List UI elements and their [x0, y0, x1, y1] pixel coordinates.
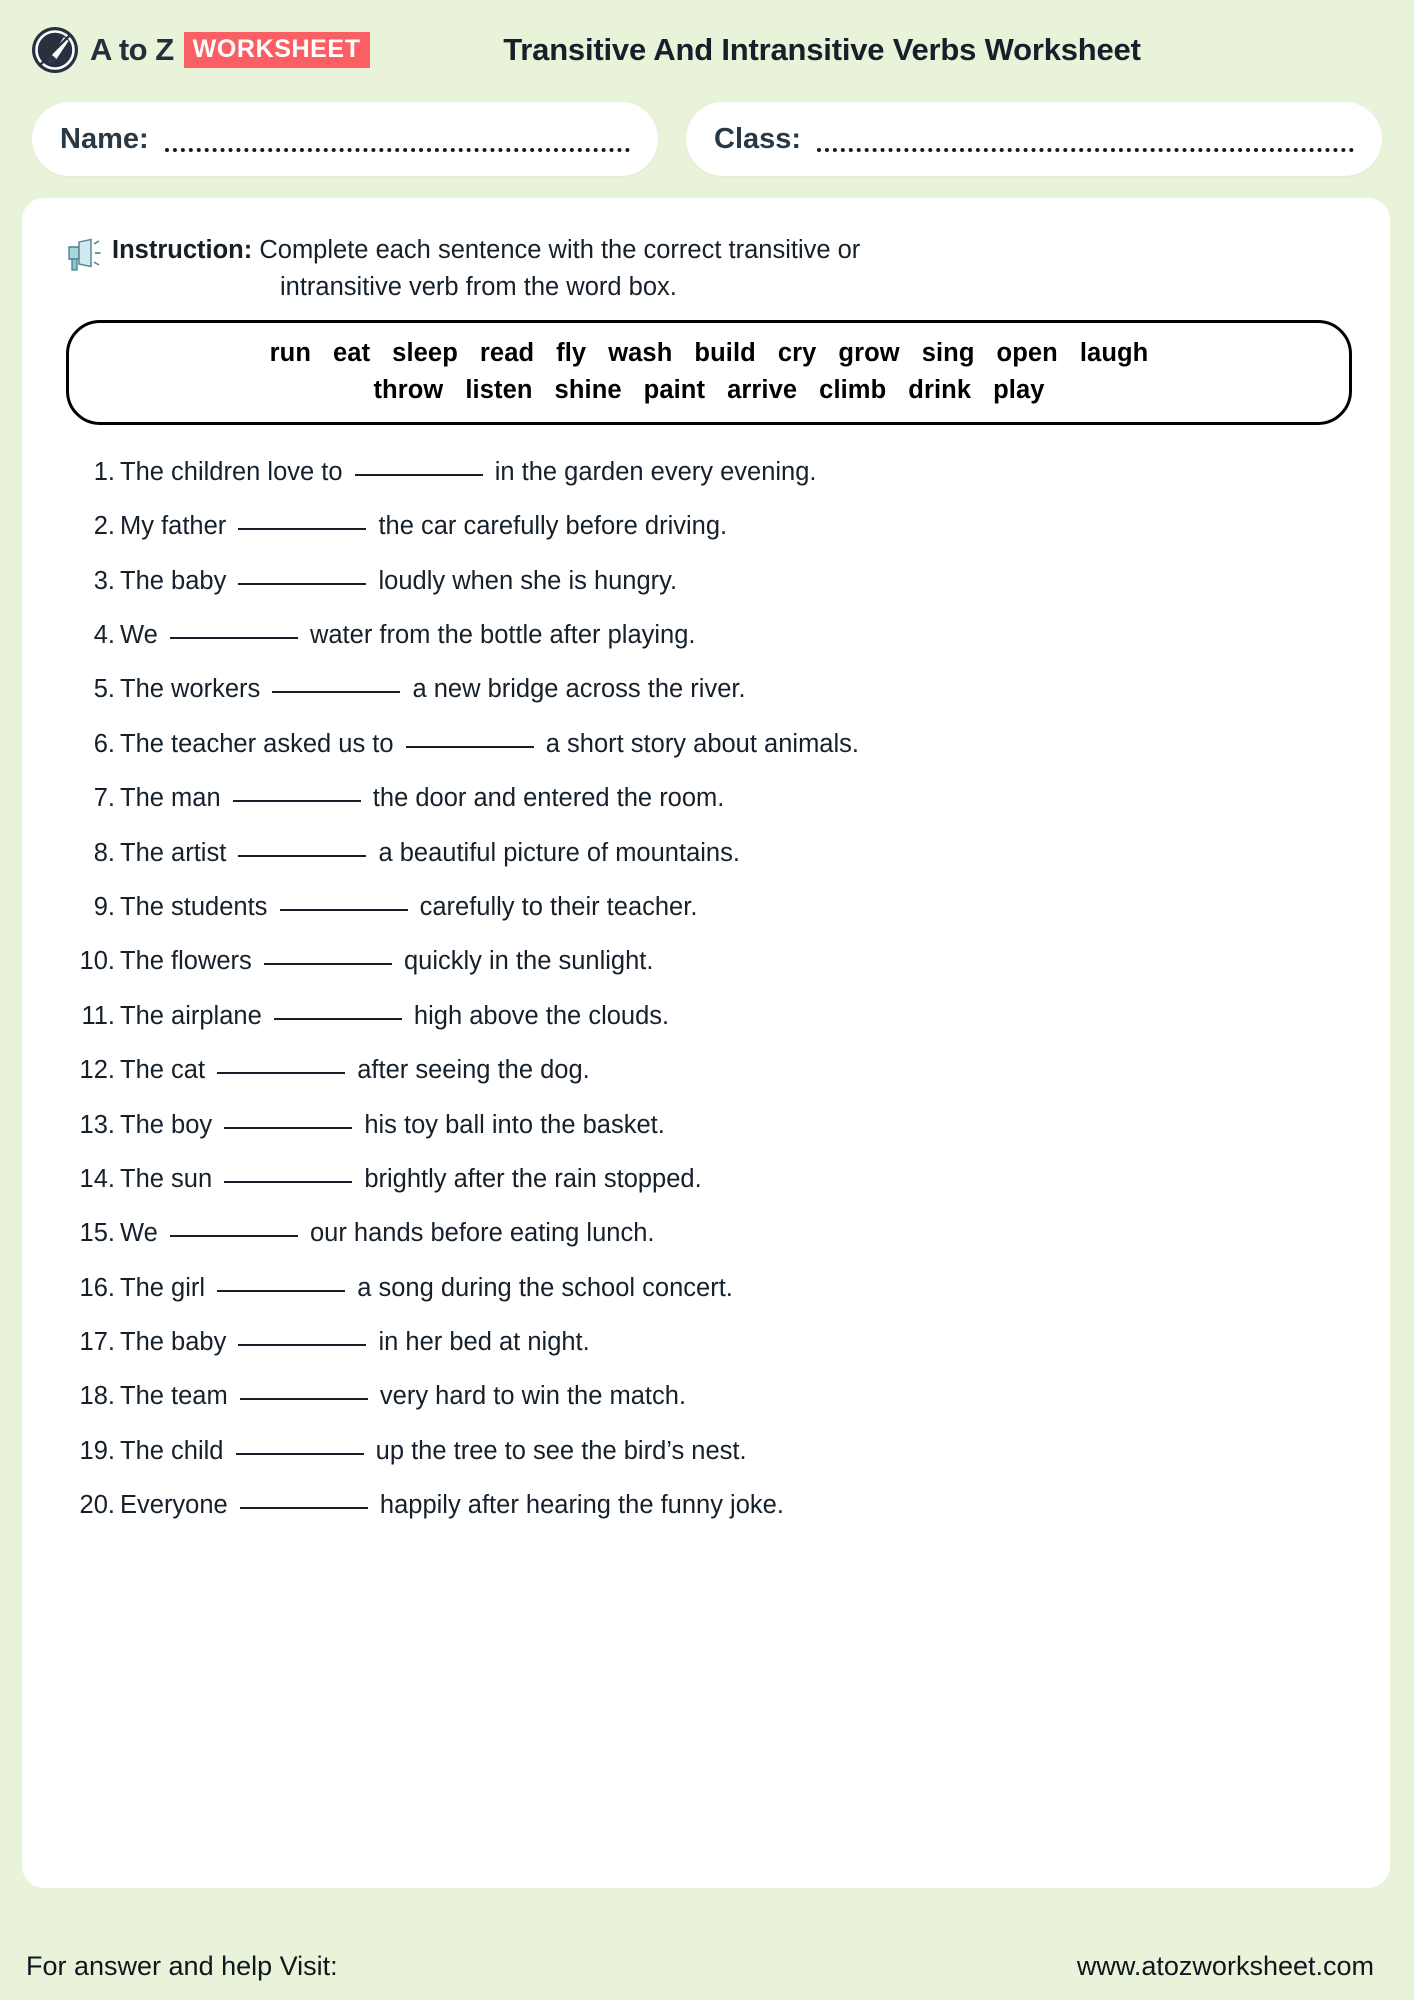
word-bank-item: build — [694, 339, 756, 368]
page-footer — [0, 1951, 1414, 1982]
question-text-before: The child — [120, 1436, 231, 1465]
question-row — [62, 1043, 1354, 1097]
word-bank-box — [66, 320, 1352, 424]
question-text-before: The students — [120, 892, 275, 921]
question-row — [62, 880, 1354, 934]
answer-blank[interactable] — [238, 528, 366, 530]
answer-blank[interactable] — [274, 1018, 402, 1020]
word-bank-item: wash — [608, 339, 673, 368]
name-input[interactable] — [165, 130, 630, 152]
answer-blank[interactable] — [240, 1507, 368, 1509]
question-text-after: loudly when she is hungry. — [371, 566, 678, 595]
question-number: 15. — [79, 1219, 115, 1248]
question-number: 4. — [93, 621, 115, 650]
brand-atoz-label: A to Z — [90, 32, 174, 67]
answer-blank[interactable] — [170, 637, 298, 639]
question-text — [120, 608, 696, 662]
name-label: Name: — [60, 122, 149, 155]
word-bank-item: read — [479, 339, 535, 368]
answer-blank[interactable] — [224, 1127, 352, 1129]
answer-blank[interactable] — [280, 909, 408, 911]
question-text — [120, 1098, 665, 1152]
word-bank-row-2 — [91, 372, 1327, 408]
megaphone-icon — [66, 238, 102, 272]
question-row — [62, 1206, 1354, 1260]
question-text-after: in the garden every evening. — [487, 457, 817, 486]
word-bank-item: climb — [819, 375, 887, 404]
question-number: 5. — [93, 675, 115, 704]
question-text-before: The teacher asked us to — [120, 729, 401, 758]
question-text-after: water from the bottle after playing. — [302, 621, 696, 650]
word-bank-item: throw — [373, 375, 444, 404]
question-text — [120, 989, 669, 1043]
question-number: 2. — [93, 512, 115, 541]
name-field-wrapper[interactable] — [32, 102, 658, 176]
question-text-before: The cat — [120, 1056, 213, 1085]
answer-blank[interactable] — [238, 1344, 366, 1346]
question-text-after: high above the clouds. — [406, 1001, 670, 1030]
question-row — [62, 1098, 1354, 1152]
pen-nib-circle-logo-icon — [30, 25, 80, 75]
answer-blank[interactable] — [264, 963, 392, 965]
question-row — [62, 826, 1354, 880]
question-text-before: The children love to — [120, 457, 350, 486]
question-text-after: happily after hearing the funny joke. — [372, 1491, 784, 1520]
question-text-after: a song during the school concert. — [350, 1273, 733, 1302]
question-text-after: in her bed at night. — [371, 1328, 590, 1357]
word-bank-item: run — [269, 339, 312, 368]
question-text-before: The girl — [120, 1273, 213, 1302]
answer-blank[interactable] — [238, 583, 366, 585]
question-text-before: My father — [120, 512, 234, 541]
word-bank-item: arrive — [727, 375, 798, 404]
question-text — [120, 880, 697, 934]
question-text — [120, 1478, 784, 1532]
class-label: Class: — [714, 122, 802, 155]
question-text — [120, 662, 746, 716]
question-text-after: a beautiful picture of mountains. — [371, 838, 740, 867]
question-number: 10. — [79, 947, 115, 976]
answer-blank[interactable] — [272, 691, 400, 693]
question-text — [120, 717, 859, 771]
question-text — [120, 1369, 686, 1423]
question-number: 20. — [79, 1491, 115, 1520]
word-bank-row-1 — [91, 335, 1327, 371]
page-title: Transitive And Intransitive Verbs Worksheet — [503, 32, 1141, 67]
question-text — [120, 1315, 590, 1369]
question-number: 12. — [79, 1056, 115, 1085]
instruction-label: Instruction: — [112, 236, 253, 264]
worksheet-card — [22, 198, 1390, 1888]
question-number: 6. — [93, 729, 115, 758]
answer-blank[interactable] — [238, 855, 366, 857]
question-text-before: We — [120, 621, 165, 650]
question-row — [62, 554, 1354, 608]
question-text-before: The flowers — [120, 947, 259, 976]
instruction-line-2: intransitive verb from the word box. — [280, 273, 677, 302]
question-row — [62, 445, 1354, 499]
question-number: 9. — [93, 892, 115, 921]
answer-blank[interactable] — [233, 800, 361, 802]
word-bank-item: eat — [333, 339, 371, 368]
question-text-before: The airplane — [120, 1001, 269, 1030]
question-text — [120, 445, 817, 499]
answer-blank[interactable] — [240, 1398, 368, 1400]
class-input[interactable] — [817, 130, 1354, 152]
answer-blank[interactable] — [406, 746, 534, 748]
answer-blank[interactable] — [224, 1181, 352, 1183]
question-number: 14. — [79, 1164, 115, 1193]
word-bank-item: cry — [777, 339, 817, 368]
question-text-after: up the tree to see the bird’s nest. — [368, 1436, 747, 1465]
question-text-after: his toy ball into the basket. — [357, 1110, 665, 1139]
footer-left-text: For answer and help Visit: — [26, 1951, 338, 1981]
instruction-block — [52, 222, 1360, 306]
question-text-before: The workers — [120, 675, 268, 704]
word-bank-item: play — [993, 375, 1045, 404]
answer-blank[interactable] — [217, 1290, 345, 1292]
question-text-after: our hands before eating lunch. — [302, 1219, 655, 1248]
question-text-after: brightly after the rain stopped. — [357, 1164, 702, 1193]
question-row — [62, 1315, 1354, 1369]
question-text — [120, 1043, 590, 1097]
question-number: 11. — [81, 1001, 115, 1030]
question-text — [120, 1206, 654, 1260]
question-text-before: The sun — [120, 1164, 220, 1193]
question-row — [62, 1478, 1354, 1532]
question-text — [120, 1152, 702, 1206]
question-text — [120, 771, 724, 825]
question-list — [52, 445, 1360, 1533]
question-text-after: very hard to win the match. — [372, 1382, 687, 1411]
page-header — [0, 0, 1414, 100]
question-text — [120, 499, 727, 553]
question-text-after: a new bridge across the river. — [405, 675, 746, 704]
question-number: 17. — [79, 1328, 115, 1357]
question-text-after: the door and entered the room. — [365, 784, 725, 813]
question-text-after: quickly in the sunlight. — [396, 947, 654, 976]
question-row — [62, 1424, 1354, 1478]
question-text-before: The team — [120, 1382, 235, 1411]
question-number: 3. — [93, 566, 115, 595]
question-text-before: The baby — [120, 1328, 234, 1357]
question-text-after: carefully to their teacher. — [412, 892, 698, 921]
question-number: 1. — [93, 457, 115, 486]
word-bank-item: listen — [465, 375, 533, 404]
question-number: 13. — [79, 1110, 115, 1139]
question-text — [120, 1261, 733, 1315]
question-number: 16. — [79, 1273, 115, 1302]
brand-logo-group — [30, 25, 370, 75]
question-text — [120, 826, 740, 880]
question-row — [62, 771, 1354, 825]
student-info-row — [0, 102, 1414, 176]
question-text-after: after seeing the dog. — [350, 1056, 590, 1085]
question-row — [62, 989, 1354, 1043]
word-bank-item: fly — [556, 339, 587, 368]
question-text-before: The artist — [120, 838, 234, 867]
footer-website-link[interactable]: www.atozworksheet.com — [1076, 1951, 1374, 1981]
question-text-before: The man — [120, 784, 228, 813]
question-number: 8. — [93, 838, 115, 867]
question-row — [62, 1369, 1354, 1423]
question-number: 18. — [79, 1382, 115, 1411]
question-text-after: a short story about animals. — [538, 729, 859, 758]
word-bank-item: paint — [643, 375, 706, 404]
question-text-before: We — [120, 1219, 165, 1248]
class-field-wrapper[interactable] — [686, 102, 1382, 176]
question-text — [120, 1424, 747, 1478]
question-text-before: The baby — [120, 566, 234, 595]
question-row — [62, 608, 1354, 662]
answer-blank[interactable] — [170, 1235, 298, 1237]
question-text — [120, 934, 653, 988]
brand-worksheet-badge: WORKSHEET — [184, 32, 370, 68]
question-row — [62, 1152, 1354, 1206]
question-number: 19. — [79, 1436, 115, 1465]
word-bank-item: laugh — [1079, 339, 1149, 368]
question-row — [62, 934, 1354, 988]
question-text-before: Everyone — [120, 1491, 235, 1520]
question-row — [62, 717, 1354, 771]
question-text — [120, 554, 677, 608]
word-bank-item: sing — [921, 339, 975, 368]
word-bank-item: grow — [838, 339, 900, 368]
question-row — [62, 499, 1354, 553]
instruction-text — [112, 232, 860, 306]
word-bank-item: drink — [908, 375, 972, 404]
answer-blank[interactable] — [217, 1072, 345, 1074]
word-bank-item: shine — [554, 375, 622, 404]
question-row — [62, 662, 1354, 716]
question-text-after: the car carefully before driving. — [371, 512, 728, 541]
answer-blank[interactable] — [355, 474, 483, 476]
word-bank-item: sleep — [392, 339, 458, 368]
question-text-before: The boy — [120, 1110, 220, 1139]
instruction-line-1: Complete each sentence with the correct transitive or — [259, 236, 861, 264]
question-row — [62, 1261, 1354, 1315]
word-bank-item: open — [996, 339, 1058, 368]
question-number: 7. — [93, 784, 115, 813]
answer-blank[interactable] — [236, 1453, 364, 1455]
